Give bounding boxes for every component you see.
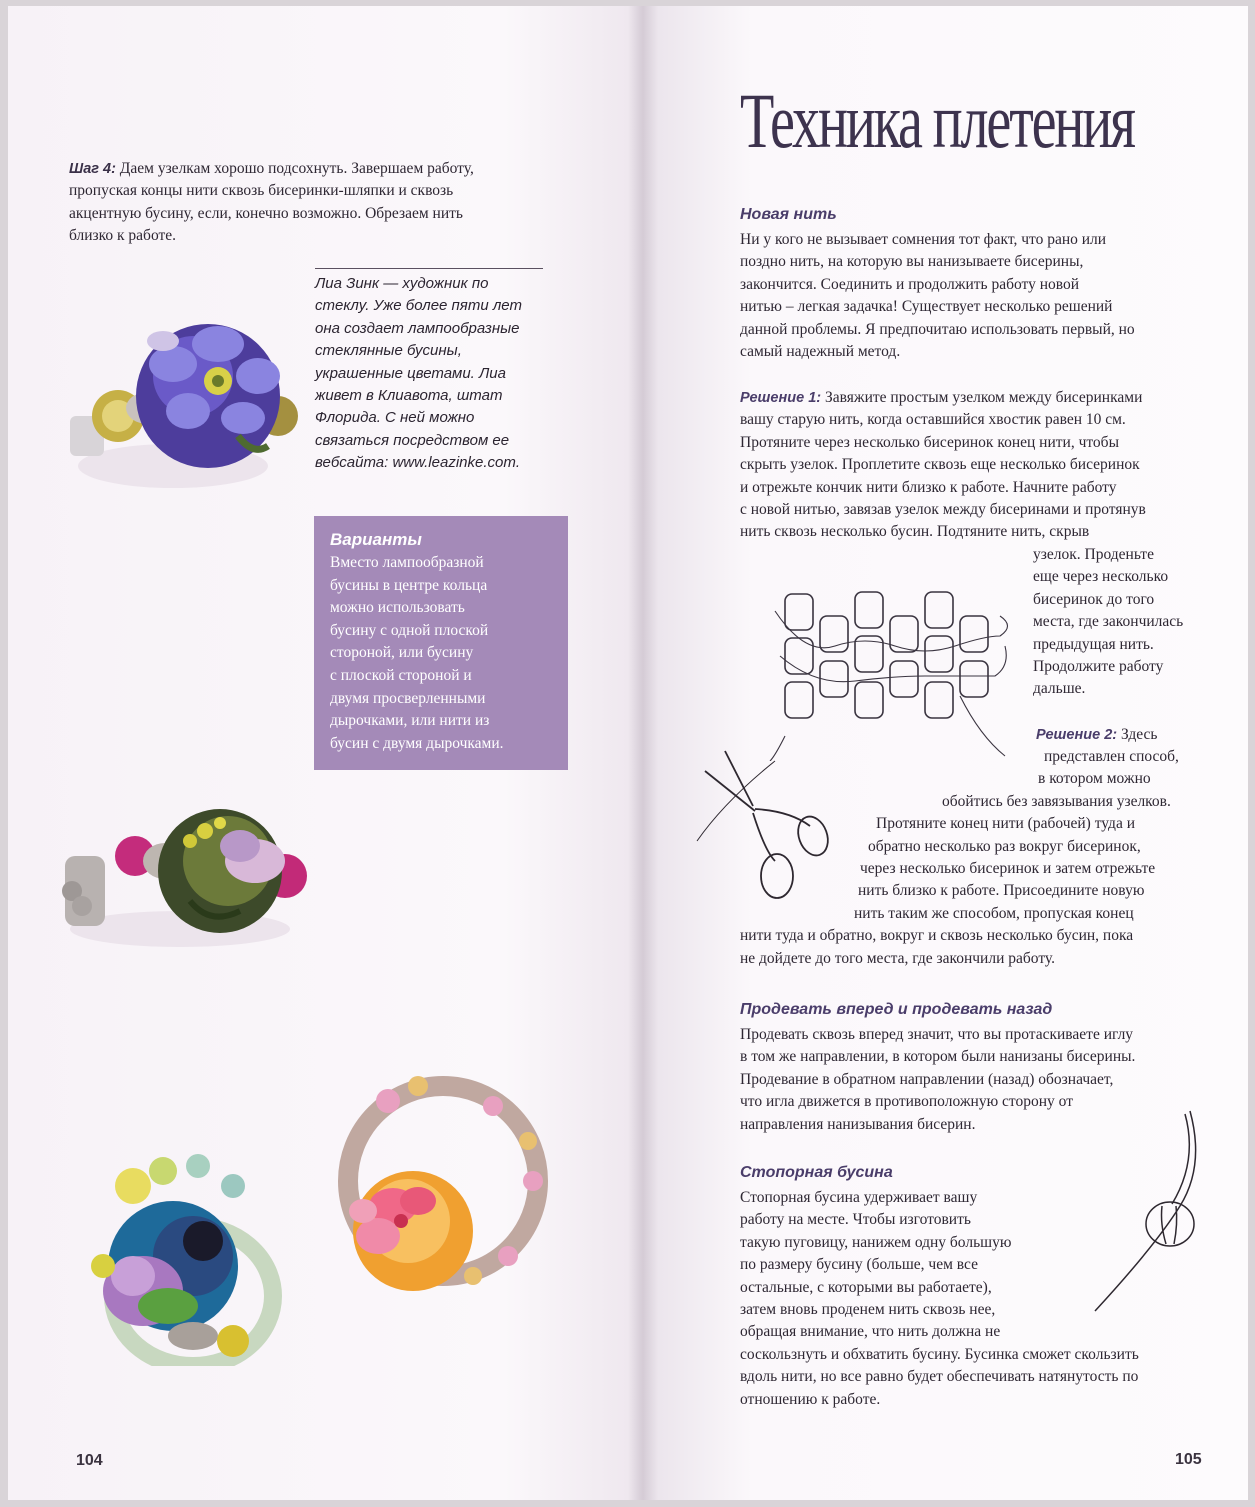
pass-through-heading: Продевать вперед и продевать назад	[740, 1001, 1053, 1018]
text-line: с новой нитью, завязав узелок между бисеринами и протянув	[740, 501, 1146, 519]
text-line: предыдущая нить.	[1033, 635, 1154, 653]
variants-line: двумя просверленными	[330, 689, 486, 707]
variants-line: бусину с одной плоской	[330, 621, 489, 639]
text-line: места, где закончилась	[1033, 613, 1184, 631]
stop-bead-heading: Стопорная бусина	[740, 1164, 893, 1181]
bio-line: стеклянные бусины,	[315, 342, 462, 360]
variants-title: Варианты	[330, 530, 422, 549]
text-line: обратно несколько раз вокруг бисеринок,	[868, 837, 1141, 855]
bio-line: связаться посредством ее	[315, 431, 510, 449]
text-line: в том же направлении, в котором были нанизаны бисерины.	[740, 1048, 1136, 1066]
text-line: обращая внимание, что нить должна не	[740, 1323, 1001, 1341]
step4-label: Шаг 4:	[69, 161, 116, 177]
text-line: по размеру бусину (больше, чем все	[740, 1256, 978, 1274]
text-line: и отрежьте кончик нити близко к работе. Начните работу	[740, 478, 1117, 496]
text-line: закончится. Соединить и продолжить работу новой	[740, 275, 1080, 293]
bio-line: украшенные цветами. Лиа	[315, 364, 506, 382]
text-line: отношению к работе.	[740, 1390, 881, 1408]
variants-line: можно использовать	[330, 599, 465, 617]
text-line: затем вновь проденем нить сквозь нее,	[740, 1301, 996, 1319]
text-line: нити туда и обратно, вокруг и сквозь несколько бусин, пока	[740, 927, 1134, 945]
text-line: Стопорная бусина удерживает вашу	[740, 1189, 978, 1206]
text-line: нитью – легкая задачка! Существует несколько решений	[740, 298, 1113, 316]
ring-photo-orange-flower	[333, 1071, 553, 1321]
stop-bead-diagram	[1090, 1106, 1220, 1321]
variants-line: бусины в центре кольца	[330, 576, 488, 594]
variants-line: Вместо лампообразной	[330, 554, 484, 571]
text-line: соскользнуть и обхватить бусину. Бусинка сможет скользить	[740, 1345, 1139, 1363]
text-line: Протяните через несколько бисеринок конец нити, чтобы	[740, 433, 1119, 451]
text-line: в котором можно	[1038, 770, 1151, 788]
step4-line: Даем узелкам хорошо подсохнуть. Завершаем работу,	[115, 160, 474, 177]
text-line: не дойдете до того места, где закончили работу.	[740, 949, 1055, 967]
step4-line: близко к работе.	[69, 227, 177, 245]
text-line: работу на месте. Чтобы изготовить	[740, 1211, 971, 1229]
step4-line: пропуская концы нити сквозь бисеринки-шляпки и сквозь	[69, 182, 454, 200]
bio-line: стеклу. Уже более пяти лет	[315, 297, 522, 315]
variants-line: дырочками, или нити из	[330, 712, 490, 730]
text-line: Протяните конец нити (рабочей) туда и	[876, 815, 1135, 833]
variants-text	[330, 552, 556, 755]
solution2-text-start	[1036, 724, 1246, 746]
solution1-continued	[1033, 544, 1233, 701]
ring-photo-blue-flower	[68, 316, 308, 496]
bio-line: она создает лампообразные	[315, 319, 520, 337]
bio-line: Флорида. С ней можно	[315, 409, 475, 427]
step4-paragraph	[69, 158, 549, 248]
text-line: Завяжите простым узелком между бисеринками	[821, 389, 1143, 406]
text-line: вдоль нити, но все равно будет обеспечивать натянутость по	[740, 1368, 1139, 1386]
new-thread-heading: Новая нить	[740, 206, 837, 223]
text-line: нить близко к работе. Присоедините новую	[858, 882, 1145, 900]
right-page	[640, 6, 1248, 1500]
solution2-text	[740, 746, 1240, 970]
text-line: данной проблемы. Я предпочитаю использовать первый, но	[740, 320, 1135, 338]
artist-bio	[315, 273, 547, 475]
variants-line: бусин с двумя дырочками.	[330, 734, 504, 752]
text-line: через несколько бисеринок и затем отрежьте	[860, 860, 1156, 878]
text-line: дальше.	[1033, 680, 1086, 698]
bio-divider	[315, 268, 543, 269]
text-line: узелок. Проденьте	[1033, 546, 1154, 563]
ring-photo-blue-purple	[83, 1146, 283, 1366]
solution1-text	[740, 387, 1240, 544]
text-line: Ни у кого не вызывает сомнения тот факт, что рано или	[740, 231, 1107, 248]
text-line: Здесь	[1117, 726, 1158, 743]
bio-line: Лиа Зинк — художник по	[315, 275, 489, 292]
bio-line: живет в Клиавота, штат	[315, 387, 503, 405]
text-line: нить сквозь несколько бусин. Подтяните нить, скрыв	[740, 523, 1090, 541]
text-line: остальные, с которыми вы работаете),	[740, 1278, 992, 1296]
text-line: обойтись без завязывания узелков.	[942, 792, 1171, 810]
new-thread-text	[740, 229, 1230, 363]
solution2-label: Решение 2:	[1036, 727, 1118, 743]
page-title: Техника плетения	[740, 77, 1134, 164]
text-line: вашу старую нить, когда оставшийся хвостик равен 10 см.	[740, 411, 1126, 429]
page-number-left: 104	[76, 1452, 103, 1469]
bio-line: вебсайта: www.leazinke.com.	[315, 454, 521, 472]
solution1-label: Решение 1:	[740, 390, 822, 406]
page-number-right: 105	[1175, 1451, 1202, 1468]
variants-line: с плоской стороной и	[330, 666, 472, 684]
text-line: представлен способ,	[1044, 748, 1179, 765]
text-line: Продевание в обратном направлении (назад) обозначает,	[740, 1070, 1114, 1088]
ring-photo-green-pink	[60, 801, 310, 951]
variants-line: стороной, или бусину	[330, 644, 474, 662]
text-line: Продевать сквозь вперед значит, что вы протаскиваете иглу	[740, 1026, 1134, 1043]
text-line: направления нанизывания бисерин.	[740, 1115, 976, 1133]
text-line: поздно нить, на которую вы нанизываете бисерины,	[740, 253, 1084, 271]
text-line: такую пуговицу, нанижем одну большую	[740, 1233, 1012, 1251]
text-line: скрыть узелок. Проплетите сквозь еще несколько бисеринок	[740, 456, 1140, 474]
text-line: Продолжите работу	[1033, 658, 1164, 676]
text-line: бисеринок до того	[1033, 590, 1155, 608]
left-page	[8, 6, 638, 1500]
text-line: самый надежный метод.	[740, 343, 901, 361]
peyote-beads-diagram	[765, 586, 1020, 761]
book-spread	[8, 6, 1248, 1500]
step4-line: акцентную бусину, если, конечно возможно. Обрезаем нить	[69, 204, 463, 222]
text-line: что игла движется в противоположную сторону от	[740, 1093, 1073, 1111]
variants-box	[314, 516, 568, 770]
text-line: еще через несколько	[1033, 568, 1169, 586]
text-line: нить таким же способом, пропуская конец	[854, 904, 1134, 922]
